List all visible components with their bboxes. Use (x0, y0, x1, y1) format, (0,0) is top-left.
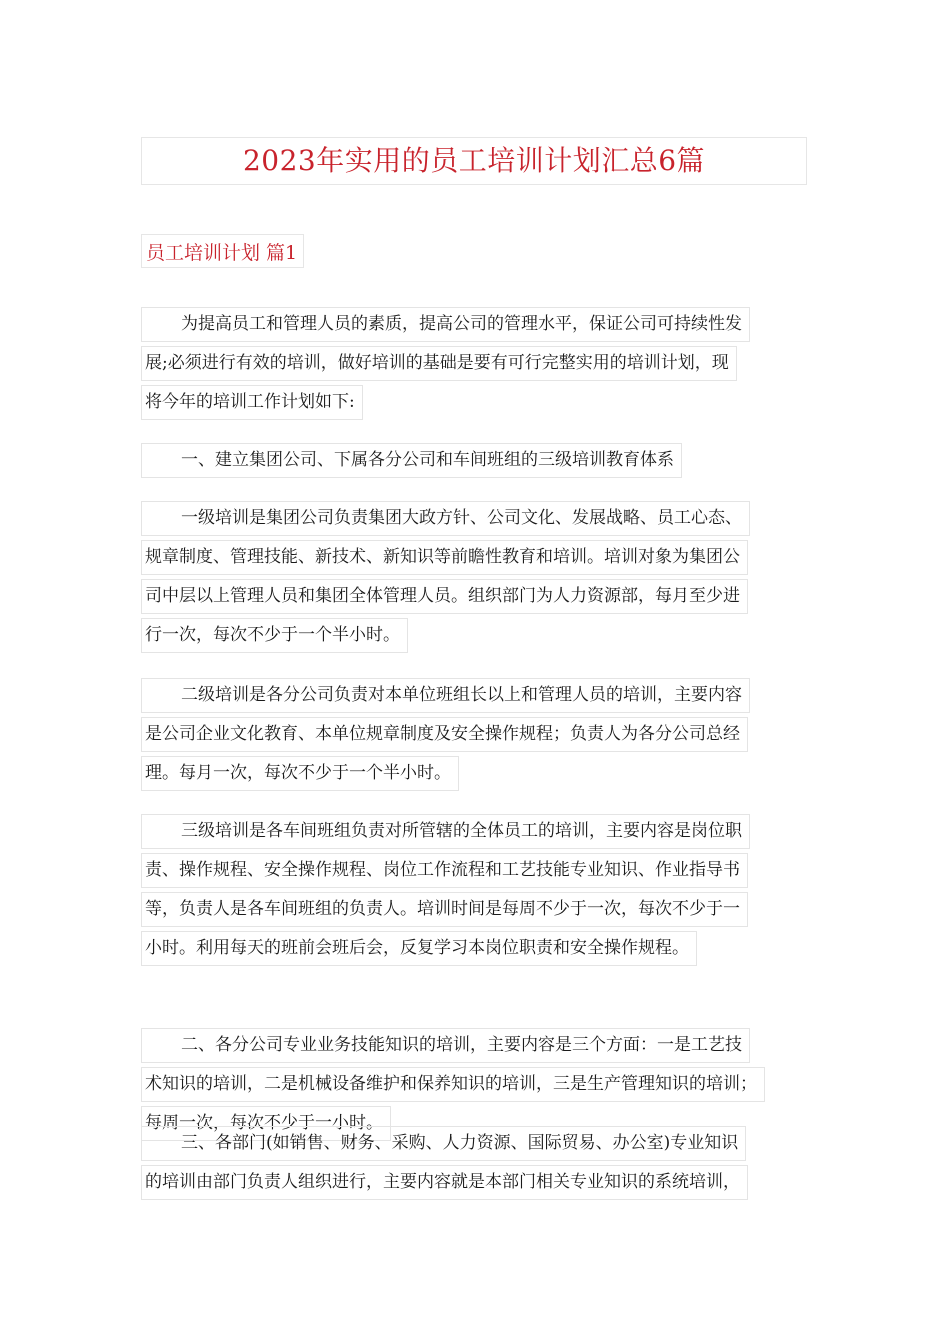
paragraph-line (141, 1026, 807, 1065)
paragraph-line (141, 344, 807, 383)
line-text: 术知识的培训，二是机械设备维护和保养知识的培训，三是生产管理知识的培训； (145, 1074, 757, 1094)
paragraph-line (141, 577, 807, 616)
line-text: 三、各部门(如销售、财务、采购、人力资源、国际贸易、办公室)专业知识 (181, 1133, 739, 1153)
line-text: 的培训由部门负责人组织进行，主要内容就是本部门相关专业知识的系统培训， (145, 1172, 740, 1192)
line-text: 一级培训是集团公司负责集团大政方针、公司文化、发展战略、员工心态、 (181, 508, 742, 528)
paragraph (141, 676, 807, 793)
paragraph (141, 812, 807, 968)
paragraph (141, 305, 807, 422)
line-text: 规章制度、管理技能、新技术、新知识等前瞻性教育和培训。培训对象为集团公 (145, 547, 740, 567)
paragraph (141, 499, 807, 655)
paragraph-line (141, 538, 807, 577)
line-text: 将今年的培训工作计划如下: (145, 392, 355, 412)
paragraph-line (141, 499, 807, 538)
line-text: 三级培训是各车间班组负责对所管辖的全体员工的培训，主要内容是岗位职 (181, 821, 742, 841)
line-text: 为提高员工和管理人员的素质，提高公司的管理水平，保证公司可持续性发 (181, 314, 742, 334)
line-text: 行一次，每次不少于一个半小时。 (145, 625, 400, 645)
paragraph-line (141, 715, 807, 754)
line-text: 每周一次，每次不少于一小时。 (145, 1113, 383, 1133)
paragraph-line (141, 1065, 807, 1104)
document-title-box (141, 137, 807, 185)
paragraph-line (141, 929, 807, 968)
line-text: 是公司企业文化教育、本单位规章制度及安全操作规程；负责人为各分公司总经 (145, 724, 740, 744)
paragraph-line (141, 812, 807, 851)
paragraph-line (141, 676, 807, 715)
line-text: 二级培训是各分公司负责对本单位班组长以上和管理人员的培训，主要内容 (181, 685, 742, 705)
line-text: 展;必须进行有效的培训，做好培训的基础是要有可行完整实用的培训计划，现 (145, 353, 729, 373)
paragraph-line (141, 616, 807, 655)
paragraph (141, 441, 807, 480)
line-text: 小时。利用每天的班前会班后会，反复学习本岗位职责和安全操作规程。 (145, 938, 689, 958)
paragraph-line (141, 1163, 807, 1202)
line-text: 司中层以上管理人员和集团全体管理人员。组织部门为人力资源部，每月至少进 (145, 586, 740, 606)
paragraph-line (141, 1124, 807, 1163)
line-text: 等，负责人是各车间班组的负责人。培训时间是每周不少于一次，每次不少于一 (145, 899, 740, 919)
paragraph (141, 1124, 807, 1202)
paragraph-line (141, 890, 807, 929)
document-title: 2023年实用的员工培训计划汇总6篇 (242, 144, 706, 177)
paragraph-line (141, 383, 807, 422)
line-text: 责、操作规程、安全操作规程、岗位工作流程和工艺技能专业知识、作业指导书 (145, 860, 740, 880)
paragraph-line (141, 851, 807, 890)
line-text: 二、各分公司专业业务技能知识的培训，主要内容是三个方面：一是工艺技 (181, 1035, 742, 1055)
line-text: 理。每月一次，每次不少于一个半小时。 (145, 763, 451, 783)
paragraph-line (141, 305, 807, 344)
section-heading: 员工培训计划 篇1 (141, 234, 304, 268)
line-text: 一、建立集团公司、下属各分公司和车间班组的三级培训教育体系 (181, 450, 674, 470)
paragraph-line (141, 441, 807, 480)
paragraph-line (141, 754, 807, 793)
